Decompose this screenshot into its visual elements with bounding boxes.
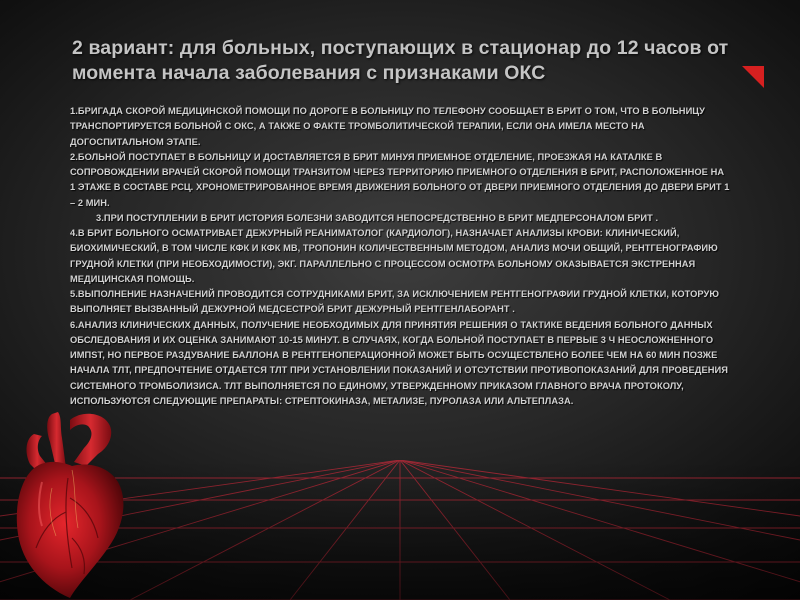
list-item: 2.БОЛЬНОЙ ПОСТУПАЕТ В БОЛЬНИЦУ И ДОСТАВЛЯЕТСЯ В БРИТ МИНУЯ ПРИЕМНОЕ ОТДЕЛЕНИЕ, ПРОЕЗЖАЯ НА КАТАЛКЕ В СОПРОВОЖДЕНИИ ВРАЧЕЙ СКОРОЙ ПОМОЩИ ТРАНЗИТОМ ЧЕРЕЗ ТЕРРИТОРИЮ ПРИЕМНОГО ОТДЕЛЕНИЯ В БРИТ, РАСПОЛОЖЕННОЕ НА 1 ЭТАЖЕ В СОСТАВЕ РСЦ. ХРОНОМЕТРИРОВАННОЕ ВРЕМЯ ДВИЖЕНИЯ БОЛЬНОГО ОТ ДВЕРИ ПРИЕМНОГО ОТДЕЛЕНИЯ ДО ДВЕРИ БРИТ 1 – 2 МИН. bbox=[70, 151, 730, 208]
list-item: 4.В БРИТ БОЛЬНОГО ОСМАТРИВАЕТ ДЕЖУРНЫЙ РЕАНИМАТОЛОГ (КАРДИОЛОГ), НАЗНАЧАЕТ АНАЛИЗЫ КРОВИ: КЛИНИЧЕСКИЙ, БИОХИМИЧЕСКИЙ, В ТОМ ЧИСЛЕ КФК И КФК МВ, ТРОПОНИН КОЛИЧЕСТВЕННЫМ МЕТОДОМ, АНАЛИЗ МОЧИ ОБЩИЙ, РЕНТГЕНОГРАФИЮ ГРУДНОЙ КЛЕТКИ (ПРИ НЕОБХОДИМОСТИ), ЭКГ. ПАРАЛЛЕЛЬНО С ПРОЦЕССОМ ОСМОТРА БОЛЬНОМУ ОКАЗЫВАЕТСЯ ЭКСТРЕННАЯ МЕДИЦИНСКАЯ ПОМОЩЬ. bbox=[70, 228, 718, 284]
slide-body bbox=[70, 104, 730, 409]
list-item: 6.АНАЛИЗ КЛИНИЧЕСКИХ ДАННЫХ, ПОЛУЧЕНИЕ НЕОБХОДИМЫХ ДЛЯ ПРИНЯТИЯ РЕШЕНИЯ О ТАКТИКЕ ВЕДЕНИЯ БОЛЬНОГО ДАННЫХ ОБСЛЕДОВАНИЯ И ИХ ОЦЕНКА ЗАНИМАЮТ 10-15 МИНУТ. В СЛУЧАЯХ, КОГДА БОЛЬНОЙ ПОСТУПАЕТ В ПЕРВЫЕ 3 Ч НЕОСЛОЖНЕННОГО ИМПST, НО ПЕРВОЕ РАЗДУВАНИЕ БАЛЛОНА В РЕНТГЕНОПЕРАЦИОННОЙ МОЖЕТ БЫТЬ ОСУЩЕСТВЛЕНО БОЛЕЕ ЧЕМ НА 60 МИН ПОЗЖЕ НАЧАЛА ТЛТ, ПРЕДПОЧТЕНИЕ ОТДАЕТСЯ ТЛТ ПРИ УСТАНОВЛЕНИИ ПОКАЗАНИЙ И ОТСУТСТВИИ ПРОТИВОПОКАЗАНИЙ ДЛЯ ПРОВЕДЕНИЯ СИСТЕМНОГО ТРОМБОЛИЗИСА. ТЛТ ВЫПОЛНЯЕТСЯ ПО ЕДИНОМУ, УТВЕРЖДЕННОМУ ПРИКАЗОМ ГЛАВНОГО ВРАЧА ПРОТОКОЛУ, ИСПОЛЬЗУЮТСЯ СЛЕДУЮЩИЕ ПРЕПАРАТЫ: СТРЕПТОКИНАЗА, МЕТАЛИЗЕ, ПУРОЛАЗА ИЛИ АЛЬТЕПЛАЗА. bbox=[70, 319, 728, 406]
anatomical-heart-icon bbox=[12, 408, 130, 600]
list-item: 3.ПРИ ПОСТУПЛЕНИИ В БРИТ ИСТОРИЯ БОЛЕЗНИ ЗАВОДИТСЯ НЕПОСРЕДСТВЕННО В БРИТ МЕДПЕРСОНАЛОМ БРИТ . bbox=[96, 212, 659, 223]
slide-title: 2 вариант: для больных, поступающих в стационар до 12 часов от момента начала заболевания с признаками ОКС bbox=[72, 37, 729, 84]
red-triangle-arrow-icon[interactable] bbox=[742, 66, 764, 88]
list-item: 5.ВЫПОЛНЕНИЕ НАЗНАЧЕНИЙ ПРОВОДИТСЯ СОТРУДНИКАМИ БРИТ, ЗА ИСКЛЮЧЕНИЕМ РЕНТГЕНОГРАФИИ ГРУДНОЙ КЛЕТКИ, КОТОРУЮ ВЫПОЛНЯЕТ ВЫЗВАННЫЙ ДЕЖУРНОЙ МЕДСЕСТРОЙ БРИТ ДЕЖУРНЫЙ РЕНТГЕНЛАБОРАНТ . bbox=[70, 289, 720, 315]
list-item: 1.БРИГАДА СКОРОЙ МЕДИЦИНСКОЙ ПОМОЩИ ПО ДОРОГЕ В БОЛЬНИЦУ ПО ТЕЛЕФОНУ СООБЩАЕТ В БРИТ О ТОМ, ЧТО В БОЛЬНИЦУ ТРАНСПОРТИРУЕТСЯ БОЛЬНОЙ С ОКС, А ТАКЖЕ О ФАКТЕ ТРОМБОЛИТИЧЕСКОЙ ТЕРАПИИ, ЕСЛИ ОНА ИМЕЛА МЕСТО НА ДОГОСПИТАЛЬНОМ ЭТАПЕ. bbox=[70, 106, 705, 147]
